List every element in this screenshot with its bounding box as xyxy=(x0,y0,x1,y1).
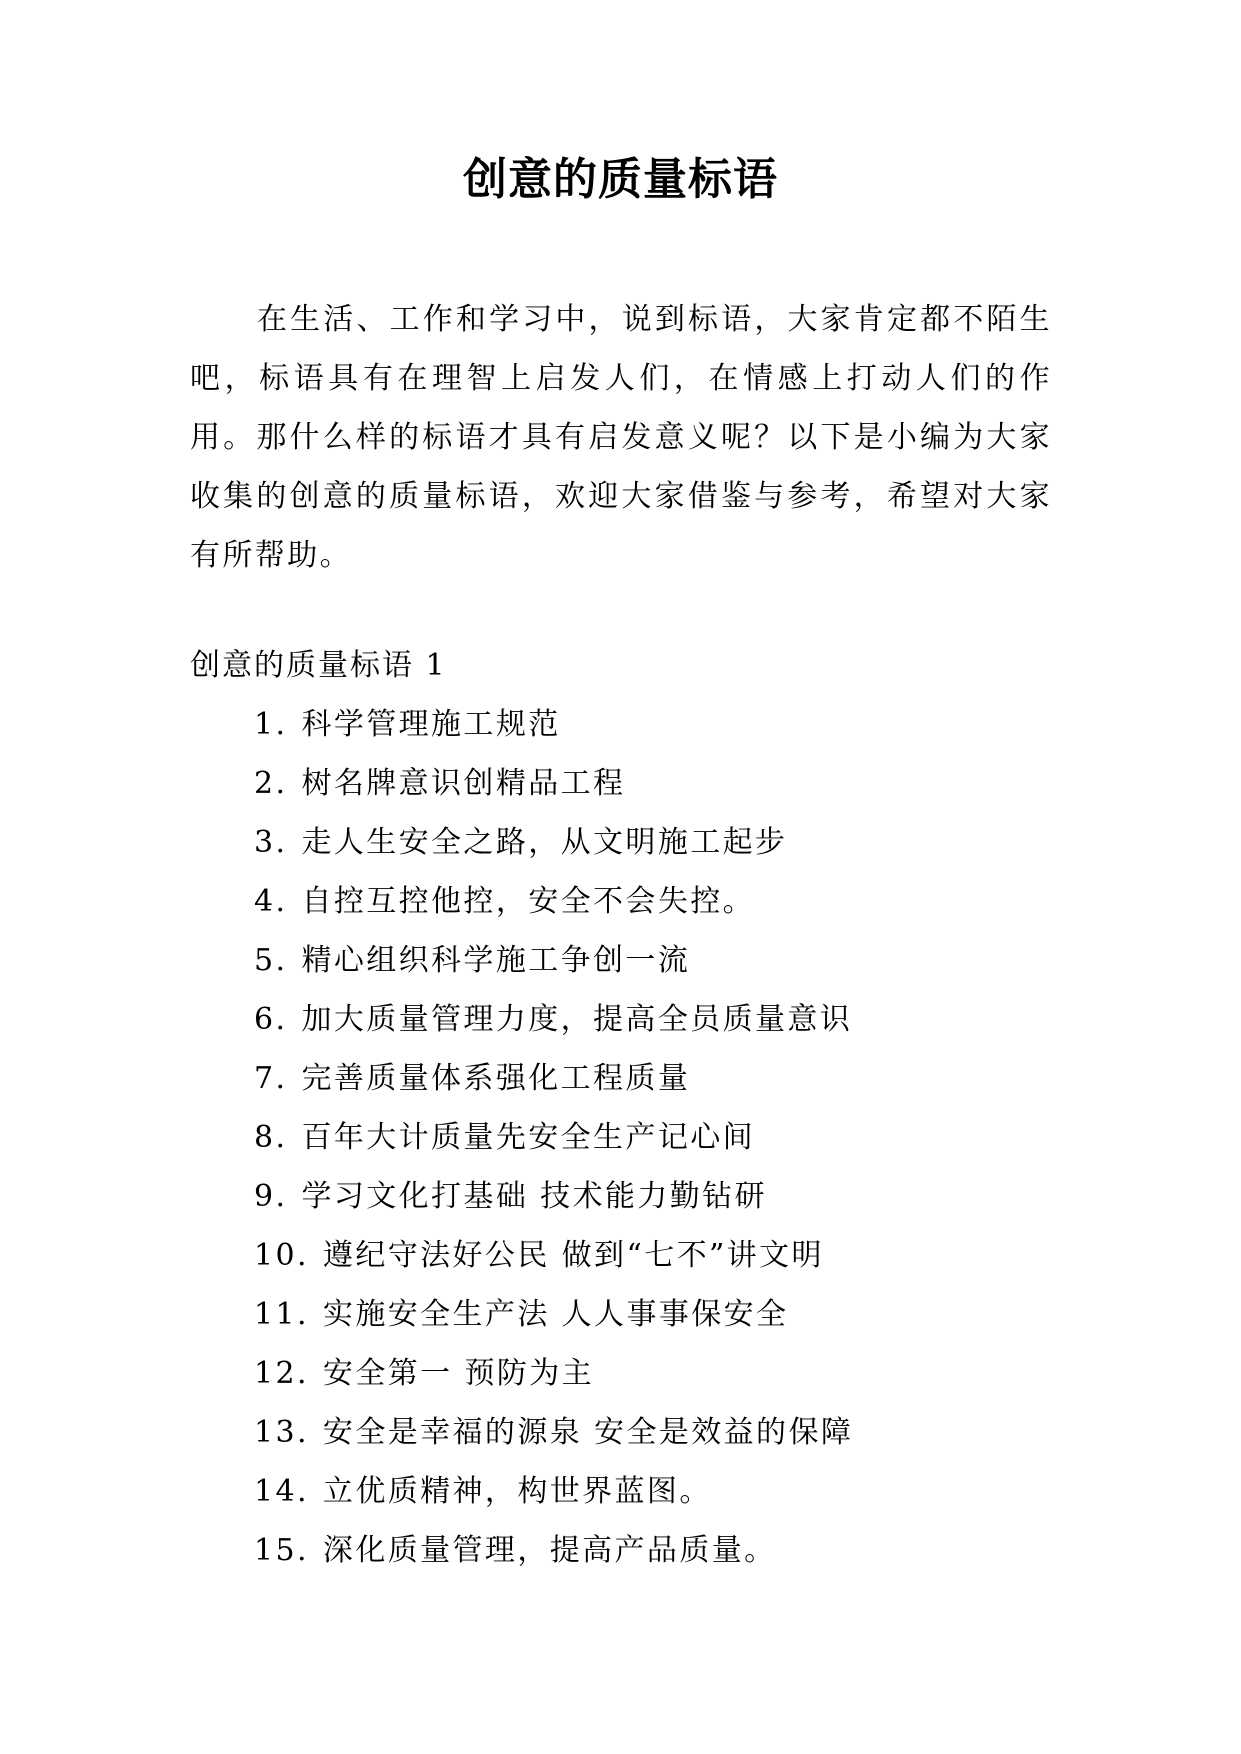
slogan-text: 百年大计质量先安全生产记心间 xyxy=(301,1120,756,1155)
slogan-text: 精心组织科学施工争创一流 xyxy=(301,943,691,978)
slogan-item xyxy=(254,1285,853,1344)
slogan-text: 深化质量管理，提高产品质量。 xyxy=(322,1533,777,1568)
slogan-text: 安全第一 预防为主 xyxy=(322,1356,595,1391)
slogan-item xyxy=(254,1108,853,1167)
slogan-item xyxy=(254,1167,853,1226)
slogan-text: 树名牌意识创精品工程 xyxy=(301,766,626,801)
slogan-number: 7. xyxy=(254,1061,288,1096)
slogan-number: 11. xyxy=(254,1297,309,1332)
slogan-item xyxy=(254,695,853,754)
slogan-item xyxy=(254,1226,853,1285)
slogan-item xyxy=(254,931,853,990)
intro-paragraph: 在生活、工作和学习中，说到标语，大家肯定都不陌生吧，标语具有在理智上启发人们，在情感上打动人们的作用。那什么样的标语才具有启发意义呢？以下是小编为大家收集的创意的质量标语，欢迎大家借鉴与参考，希望对大家有所帮助。 xyxy=(190,302,1052,573)
slogan-number: 14. xyxy=(254,1474,309,1509)
slogan-text: 科学管理施工规范 xyxy=(301,707,561,742)
slogan-item xyxy=(254,1049,853,1108)
slogan-item xyxy=(254,1403,853,1462)
slogan-number: 13. xyxy=(254,1415,309,1450)
slogan-text: 遵纪守法好公民 做到“七不”讲文明 xyxy=(322,1238,824,1273)
slogan-number: 9. xyxy=(254,1179,288,1214)
page-title: 创意的质量标语 xyxy=(463,154,778,205)
slogan-number: 1. xyxy=(254,707,288,742)
slogan-text: 安全是幸福的源泉 安全是效益的保障 xyxy=(322,1415,854,1450)
slogan-text: 实施安全生产法 人人事事保安全 xyxy=(322,1297,789,1332)
slogan-item xyxy=(254,754,853,813)
section-heading: 创意的质量标语 1 xyxy=(190,648,447,683)
slogan-number: 10. xyxy=(254,1238,309,1273)
slogan-text: 加大质量管理力度，提高全员质量意识 xyxy=(301,1002,853,1037)
slogan-text: 走人生安全之路，从文明施工起步 xyxy=(301,825,788,860)
slogan-item xyxy=(254,1521,853,1580)
slogan-number: 4. xyxy=(254,884,288,919)
slogan-number: 8. xyxy=(254,1120,288,1155)
slogan-text: 自控互控他控，安全不会失控。 xyxy=(301,884,756,919)
slogan-item xyxy=(254,813,853,872)
slogan-item xyxy=(254,872,853,931)
slogan-number: 15. xyxy=(254,1533,309,1568)
slogan-item xyxy=(254,990,853,1049)
slogan-text: 立优质精神，构世界蓝图。 xyxy=(322,1474,712,1509)
slogan-item xyxy=(254,1344,853,1403)
slogan-text: 学习文化打基础 技术能力勤钻研 xyxy=(301,1179,767,1214)
slogan-number: 2. xyxy=(254,766,288,801)
slogan-number: 6. xyxy=(254,1002,288,1037)
slogan-number: 3. xyxy=(254,825,288,860)
slogan-item xyxy=(254,1462,853,1521)
slogan-text: 完善质量体系强化工程质量 xyxy=(301,1061,691,1096)
slogan-number: 12. xyxy=(254,1356,309,1391)
slogan-number: 5. xyxy=(254,943,288,978)
slogan-list xyxy=(254,695,853,1580)
